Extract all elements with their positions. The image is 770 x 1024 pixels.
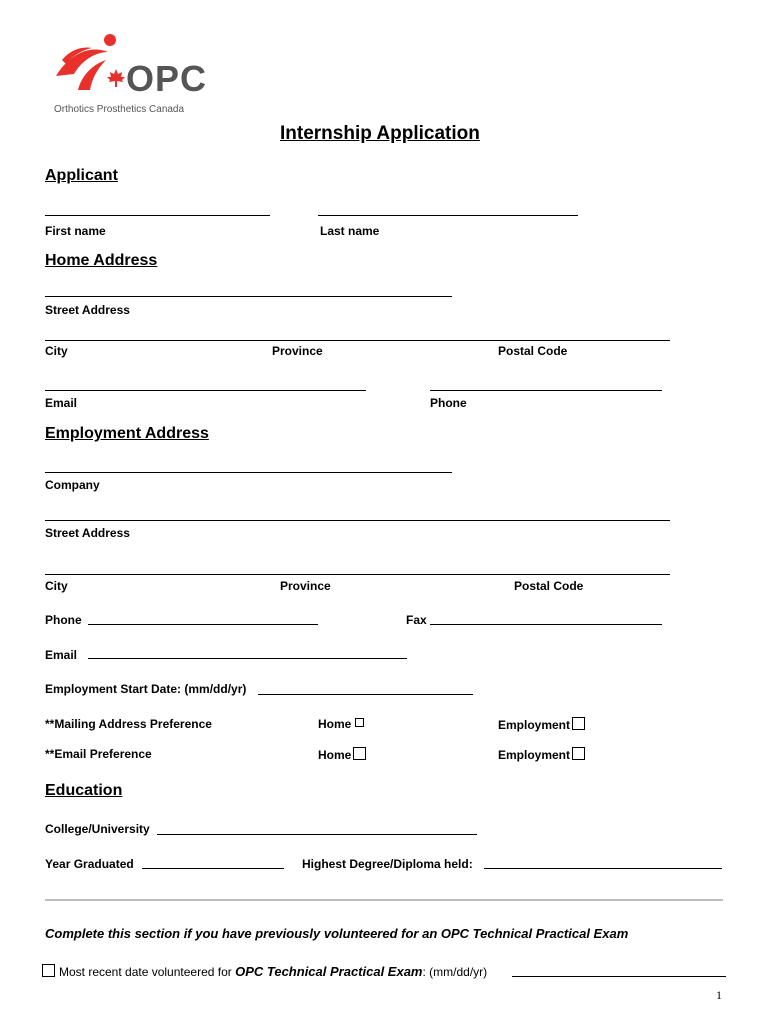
page-number: 1 [716, 988, 722, 1002]
year-graduated-field[interactable] [142, 868, 284, 869]
volunteer-checkbox[interactable] [42, 964, 55, 977]
email-home-checkbox[interactable] [353, 747, 366, 760]
employment-phone-field[interactable] [88, 624, 318, 625]
employment-fax-label: Fax [406, 613, 427, 627]
email-employment-option[interactable] [498, 747, 585, 762]
email-preference-label: **Email Preference [45, 747, 152, 761]
employment-city-label: City [45, 579, 68, 593]
home-postal-label: Postal Code [498, 344, 568, 358]
mailing-home-option[interactable] [318, 717, 364, 731]
home-street-field[interactable] [45, 296, 452, 297]
mailing-home-checkbox[interactable] [355, 718, 364, 727]
mailing-employment-checkbox[interactable] [572, 717, 585, 730]
employment-address-heading: Employment Address [45, 425, 209, 442]
home-province-label: Province [272, 344, 323, 358]
employment-phone-label: Phone [45, 613, 82, 627]
last-name-field[interactable] [318, 215, 578, 216]
first-name-label: First name [45, 224, 106, 238]
home-city-province-postal-field[interactable] [45, 340, 670, 341]
home-email-field[interactable] [45, 390, 366, 391]
mailing-employment-option[interactable] [498, 717, 585, 732]
employment-province-label: Province [280, 579, 331, 593]
email-employment-label: Employment [498, 748, 571, 762]
education-heading: Education [45, 782, 123, 799]
logo-tagline: Orthotics Prosthetics Canada [54, 104, 185, 115]
employment-start-date-field[interactable] [258, 694, 473, 695]
first-name-field[interactable] [45, 215, 270, 216]
mailing-home-label: Home [318, 717, 352, 731]
home-phone-field[interactable] [430, 390, 662, 391]
mailing-employment-label: Employment [498, 718, 571, 732]
volunteer-prefix: Most recent date volunteered for [59, 965, 232, 979]
maple-leaf-icon [106, 68, 126, 88]
employment-fax-field[interactable] [430, 624, 662, 625]
mailing-preference-label: **Mailing Address Preference [45, 717, 212, 731]
highest-degree-label: Highest Degree/Diploma held: [302, 857, 473, 871]
college-field[interactable] [157, 834, 477, 835]
employment-postal-label: Postal Code [514, 579, 584, 593]
logo-brand: OPC [126, 58, 208, 99]
section-divider [45, 899, 723, 901]
volunteer-suffix: : (mm/dd/yr) [422, 965, 488, 979]
applicant-heading: Applicant [45, 167, 118, 184]
home-address-heading: Home Address [45, 252, 158, 269]
volunteer-note: Complete this section if you have previously volunteered for an OPC Technical Practical Exam [45, 926, 629, 941]
opc-logo [48, 30, 218, 120]
employment-street-field[interactable] [45, 520, 670, 521]
employment-email-field[interactable] [88, 658, 407, 659]
last-name-label: Last name [320, 224, 380, 238]
volunteer-date-field[interactable] [512, 976, 726, 977]
email-home-option[interactable] [318, 747, 366, 762]
volunteer-exam: OPC Technical Practical Exam [235, 964, 423, 979]
company-label: Company [45, 478, 100, 492]
page-title: Internship Application [280, 123, 480, 144]
volunteer-row [42, 964, 487, 979]
home-city-label: City [45, 344, 68, 358]
year-graduated-label: Year Graduated [45, 857, 134, 871]
employment-city-province-postal-field[interactable] [45, 574, 670, 575]
email-home-label: Home [318, 748, 352, 762]
college-label: College/University [45, 822, 150, 836]
home-street-label: Street Address [45, 303, 130, 317]
highest-degree-field[interactable] [484, 868, 722, 869]
company-field[interactable] [45, 472, 452, 473]
home-email-label: Email [45, 396, 78, 410]
employment-street-label: Street Address [45, 526, 130, 540]
employment-email-label: Email [45, 648, 78, 662]
employment-start-date-label: Employment Start Date: (mm/dd/yr) [45, 682, 247, 696]
home-phone-label: Phone [430, 396, 467, 410]
email-employment-checkbox[interactable] [572, 747, 585, 760]
